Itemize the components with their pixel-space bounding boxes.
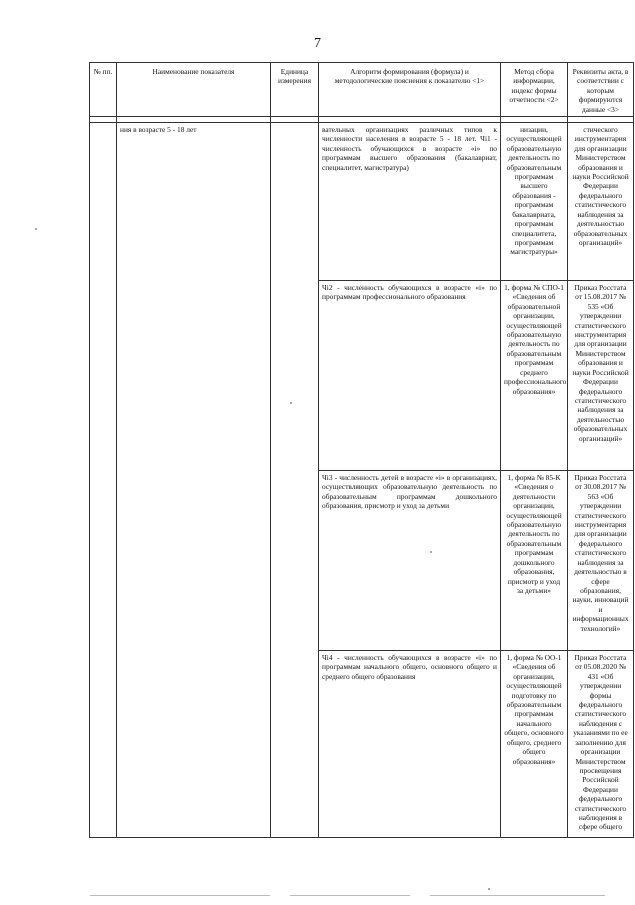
header-name: Наименование показателя	[117, 63, 271, 117]
scan-speck	[430, 551, 432, 553]
indicator-table	[89, 62, 634, 838]
header-method: Метод сбора информации, индекс формы отчетности <2>	[501, 63, 568, 117]
requisites-cell: Приказ Росстата от 30.08.2017 № 563 «Об утверждении статистического инструментария для организации федерального статистического наблюдения за деятельностью в сфере образования, науки, инноваций и информационных технологий»	[568, 471, 634, 651]
header-requisites: Реквизиты акта, в соответствии с которым формируются данные <3>	[568, 63, 634, 117]
requisites-cell: Приказ Росстата от 15.08.2017 № 535 «Об утверждении статистического инструментария для организации Министерством образования и науки Российской Федерации федерального статистического наблюдения за деятельностью образовательных организаций»	[568, 281, 634, 471]
header-algorithm: Алгоритм формирования (формула) и методологические пояснения к показателю <1>	[319, 63, 501, 117]
method-cell: 1, форма № ОО-1 «Сведения об организации, осуществляющей подготовку по образовательным программам начального общего, основного общего, среднего общего образования»	[501, 651, 568, 838]
row-number-cell	[90, 123, 117, 838]
algorithm-cell: Чi2 - численность обучающихся в возрасте «i» по программам профессионального образования	[319, 281, 501, 471]
scan-artifact-line	[290, 895, 410, 896]
method-cell: 1, форма № СПО-1 «Сведения об образовательной организации, осуществляющей образовательную деятельность по образовательным программам среднего профессионального образования»	[501, 281, 568, 471]
header-unit: Единица измерения	[271, 63, 319, 117]
scan-artifact-line	[90, 895, 270, 896]
algorithm-cell: Чi3 - численность детей в возрасте «i» в организациях, осуществляющих образовательную деятельность по образовательным программам дошкольного образования, присмотр и уход за детьми	[319, 471, 501, 651]
requisites-cell: Приказ Росстата от 05.08.2020 № 431 «Об утверждении формы федерального статистического наблюдения с указаниями по ее заполнению для организации Министерством просвещения Российской Федерации федерального статистического наблюдения в сфере общего	[568, 651, 634, 838]
unit-cell	[271, 123, 319, 838]
algorithm-cell: вательных организациях различных типов к численности населения в возрасте 5 - 18 лет. Чi1 - численность обучающихся в возрасте «i» по программам высшего образования (бакалавриат, специалитет, магистратура)	[319, 123, 501, 281]
scan-speck	[290, 402, 292, 404]
method-cell: 1, форма № 85-К «Сведения о деятельности организации, осуществляющей образовательную деятельность по образовательным программам дошкольного образования, присмотр и уход за детьми»	[501, 471, 568, 651]
page-number: 7	[314, 36, 321, 51]
scan-speck	[35, 228, 37, 230]
indicator-name-cell: ния в возрасте 5 - 18 лет	[117, 123, 271, 838]
header-num: № пп.	[90, 63, 117, 117]
scan-artifact-line	[430, 895, 605, 896]
algorithm-cell: Чi4 - численность обучающихся в возрасте «i» по программам начального общего, основного общего и среднего общего образования	[319, 651, 501, 838]
table-header	[90, 63, 634, 123]
scan-speck	[488, 888, 490, 890]
table-row	[90, 123, 634, 281]
method-cell: низации, осуществляющей образовательную деятельность по образовательным программам высшего образования - программам бакалавриата, программам специалитета, программам магистратуры»	[501, 123, 568, 281]
requisites-cell: стического инструментария для организации Министерством образования и науки Российской Федерации федерального статистического наблюдения за деятельностью образовательных организаций»	[568, 123, 634, 281]
